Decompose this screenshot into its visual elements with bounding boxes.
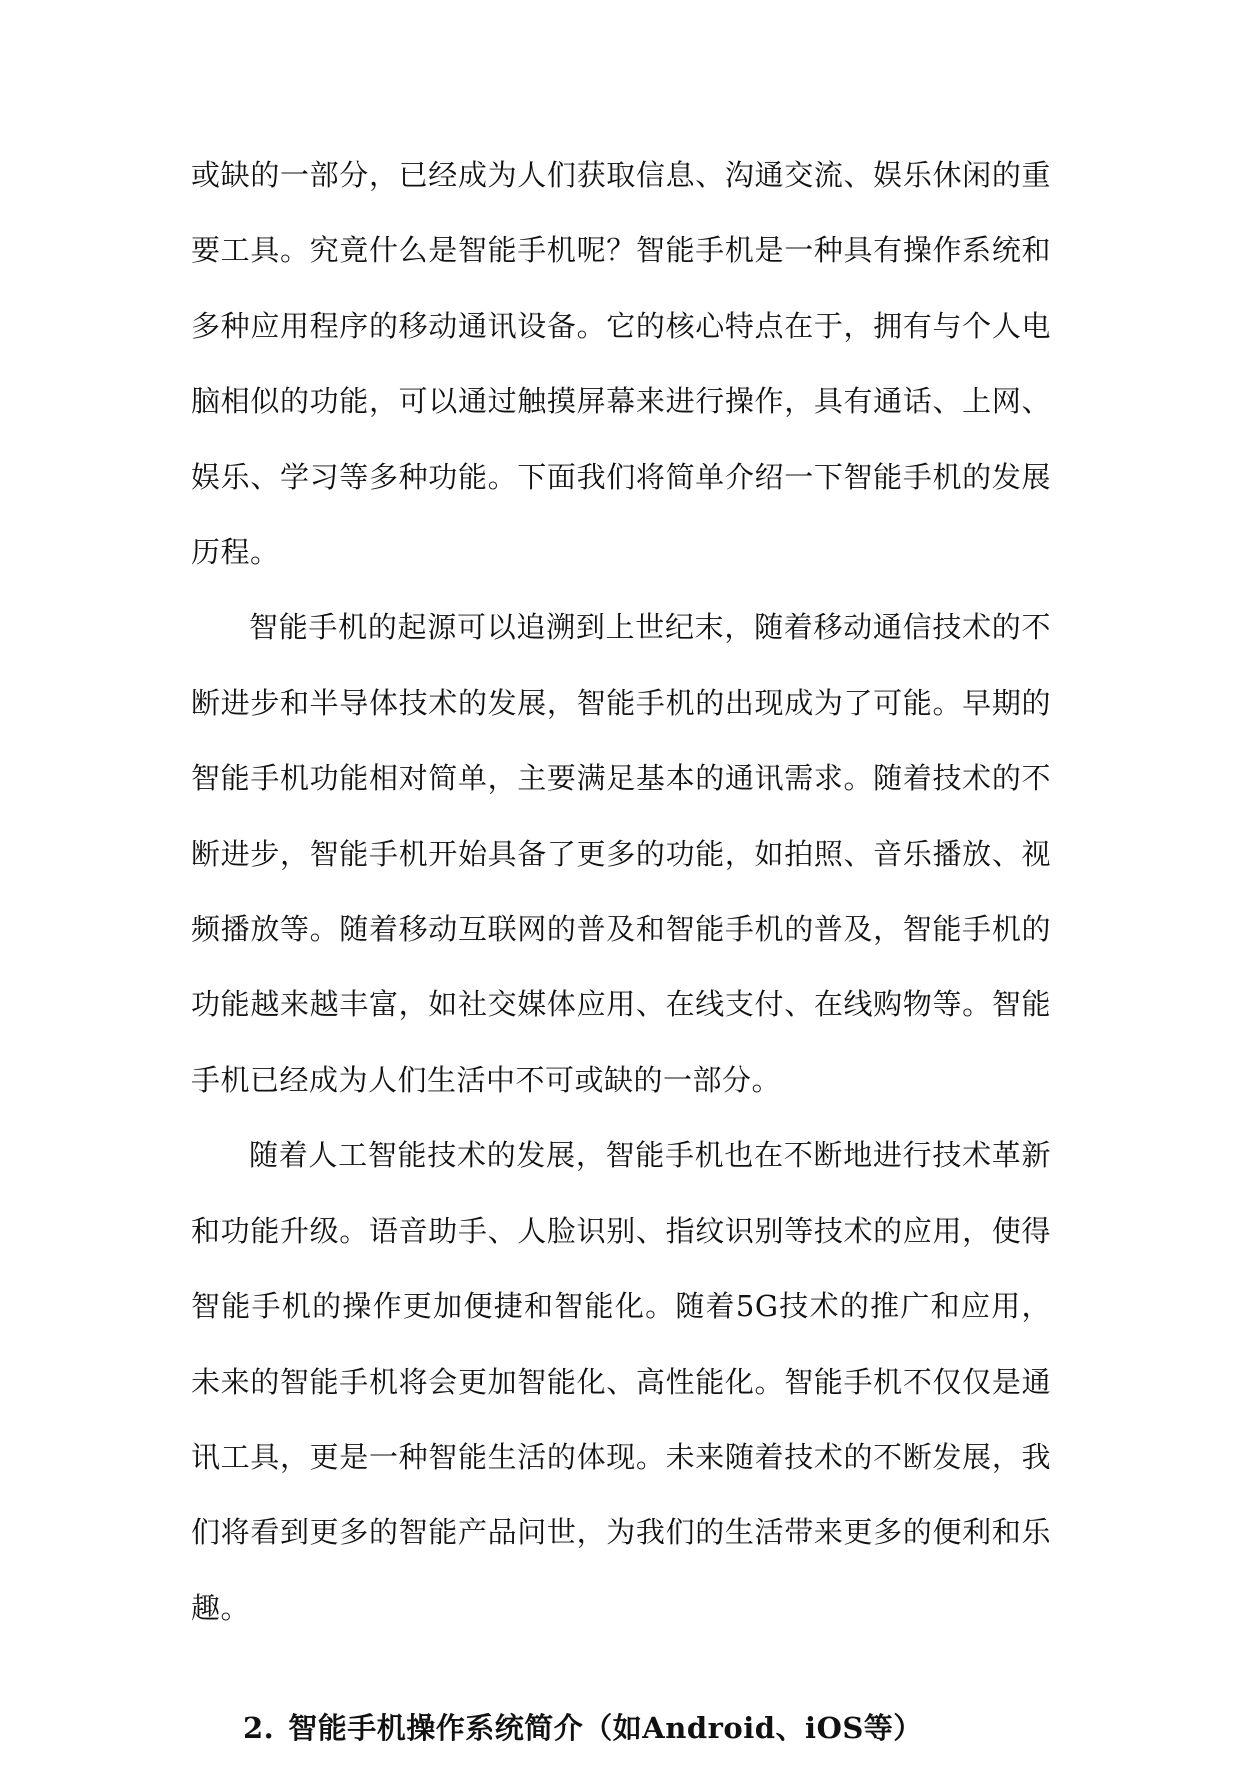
section-number: 2. bbox=[243, 1711, 275, 1746]
body-paragraph-2: 智能手机的起源可以追溯到上世纪末，随着移动通信技术的不断进步和半导体技术的发展，智能手机的出现成为了可能。早期的智能手机功能相对简单，主要满足基本的通讯需求。随着技术的不断进步，智能手机开始具备了更多的功能，如拍照、音乐播放、视频播放等。随着移动互联网的普及和智能手机的普及，智能手机的功能越来越丰富，如社交媒体应用、在线支付、在线购物等。智能手机已经成为人们生活中不可或缺的一部分。 bbox=[191, 610, 1051, 1097]
document-body bbox=[191, 138, 1051, 1767]
body-paragraph-3: 随着人工智能技术的发展，智能手机也在不断地进行技术革新和功能升级。语音助手、人脸识别、指纹识别等技术的应用，使得智能手机的操作更加便捷和智能化。随着5G技术的推广和应用，未来的智能手机将会更加智能化、高性能化。智能手机不仅仅是通讯工具，更是一种智能生活的体现。未来随着技术的不断发展，我们将看到更多的智能产品问世，为我们的生活带来更多的便利和乐趣。 bbox=[191, 1138, 1051, 1625]
section-title: 智能手机操作系统简介（如Android、iOS等） bbox=[288, 1711, 923, 1746]
section-heading bbox=[191, 1691, 1051, 1766]
body-paragraph-1: 或缺的一部分，已经成为人们获取信息、沟通交流、娱乐休闲的重要工具。究竟什么是智能手机呢？智能手机是一种具有操作系统和多种应用程序的移动通讯设备。它的核心特点在于，拥有与个人电脑相似的功能，可以通过触摸屏幕来进行操作，具有通话、上网、娱乐、学习等多种功能。下面我们将简单介绍一下智能手机的发展历程。 bbox=[191, 158, 1051, 570]
